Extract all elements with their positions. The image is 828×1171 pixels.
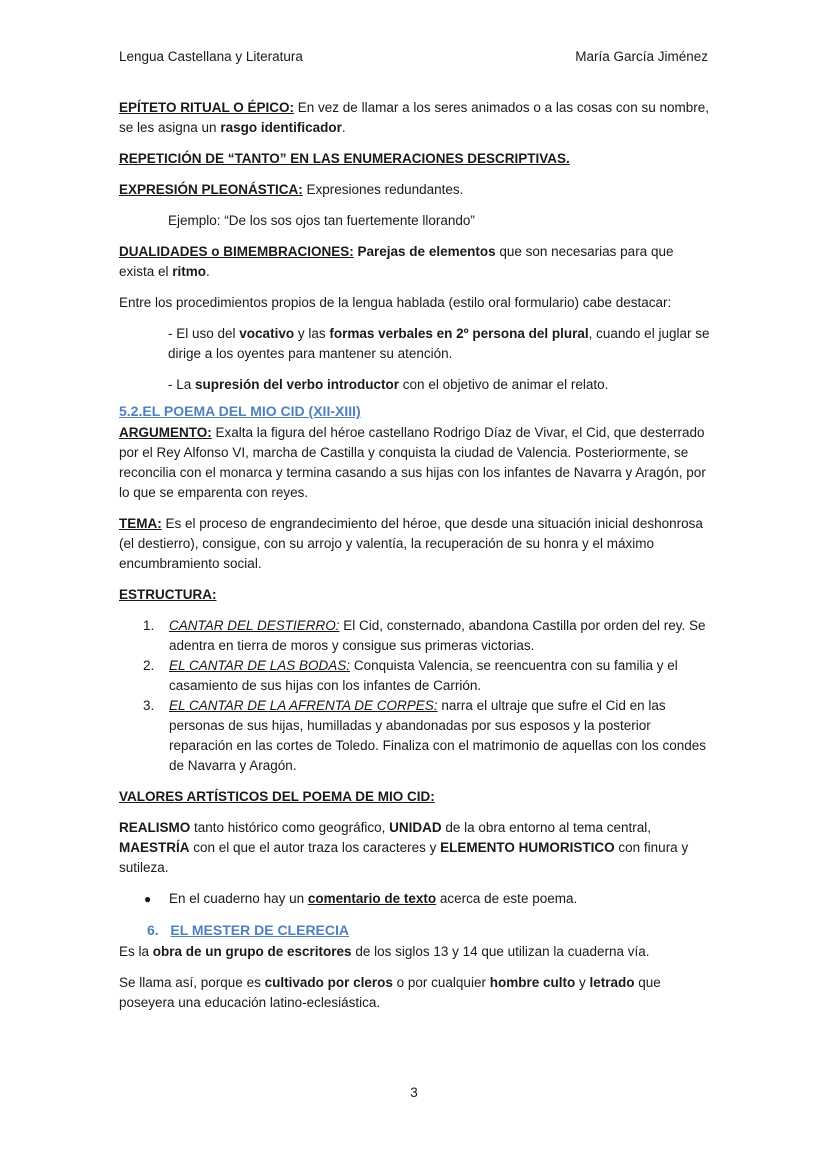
list-item	[119, 616, 711, 656]
mester-paragraph-2	[119, 973, 711, 1013]
argumento-text: Exalta la figura del héroe castellano Rodrigo Díaz de Vivar, el Cid, que desterrado por el Rey Alfonso VI, marcha de Castilla y conquista la ciudad de Valencia. Posteriormente, se reconcilia con el monarca y termina casando a sus hijas con los infantes de Navarra y Aragón, por lo que se emparenta con reyes.	[119, 425, 706, 500]
mester-paragraph-1	[119, 942, 711, 962]
valores-t3: con el que el autor traza los caracteres y	[189, 840, 441, 855]
list-number: 2.	[143, 658, 155, 673]
oral1-bold1: vocativo	[239, 326, 295, 341]
epiteto-paragraph	[119, 98, 711, 138]
cantar-title: CANTAR DEL DESTIERRO:	[169, 618, 340, 633]
section-6-title: EL MESTER DE CLERECIA	[170, 922, 350, 938]
oral1-text2: y las	[294, 326, 330, 341]
section-6-number: 6.	[147, 922, 159, 938]
argumento-paragraph	[119, 423, 711, 503]
mester1-text2: de los siglos 13 y 14 que utilizan la cuaderna vía.	[351, 944, 650, 959]
repeticion-paragraph	[119, 149, 711, 169]
estructura-list	[119, 616, 711, 776]
valores-b4: ELEMENTO HUMORISTICO	[440, 840, 615, 855]
mester2-bold3: letrado	[589, 975, 635, 990]
valores-paragraph	[119, 818, 711, 878]
mester2-text1: Se llama así, porque es	[119, 975, 265, 990]
oral2-text1: - La	[168, 377, 196, 392]
cantar-title: EL CANTAR DE LAS BODAS:	[169, 658, 351, 673]
list-item	[119, 889, 711, 909]
oral1-text1: - El uso del	[168, 326, 240, 341]
page-content	[119, 98, 711, 1024]
bullet-icon: ●	[144, 892, 152, 906]
header-subject: Lengua Castellana y Literatura	[119, 49, 303, 64]
oral-item-1	[168, 324, 711, 364]
epiteto-term: EPÍTETO RITUAL O ÉPICO:	[119, 100, 295, 115]
oral1-bold2: formas verbales en 2º persona del plural	[329, 326, 589, 341]
argumento-term: ARGUMENTO:	[119, 425, 212, 440]
list-item	[119, 696, 711, 776]
section-heading-5-2: 5.2.EL POEMA DEL MIO CID (XII-XIII)	[119, 403, 361, 419]
mester2-bold2: hombre culto	[489, 975, 576, 990]
valores-t2: de la obra entorno al tema central,	[441, 820, 652, 835]
dualidades-text1: que son necesarias para que exista el	[119, 244, 674, 279]
epiteto-text: En vez de llamar a los seres animados o a las cosas con su nombre, se les asigna un	[119, 100, 709, 135]
cantar-text: narra el ultraje que sufre el Cid en las personas de sus hijas, humilladas y abandonadas por sus esposos y la posterior reparación en las cortes de Toledo. Finaliza con el matrimonio de aquellas con los condes de Navarra y Aragón.	[169, 698, 707, 773]
valores-t4: con finura y sutileza.	[119, 840, 689, 875]
dualidades-term: DUALIDADES o BIMEMBRACIONES:	[119, 244, 354, 259]
repeticion-term: REPETICIÓN DE “TANTO” EN LAS ENUMERACIONES DESCRIPTIVAS.	[119, 151, 570, 166]
tema-paragraph	[119, 514, 711, 574]
mester1-text1: Es la	[119, 944, 153, 959]
mester2-text4: que poseyera una educación latino-eclesiástica.	[119, 975, 661, 1010]
list-number: 1.	[143, 618, 155, 633]
mester2-text3: y	[575, 975, 590, 990]
cantar-text: El Cid, consternado, abandona Castilla por orden del rey. Se adentra en tierra de moros y consigue sus primeras victorias.	[169, 618, 706, 653]
oral2-text2: con el objetivo de animar el relato.	[399, 377, 609, 392]
epiteto-end: .	[341, 120, 346, 135]
mester2-bold1: cultivado por cleros	[264, 975, 393, 990]
page-header	[119, 49, 708, 64]
estructura-heading	[119, 585, 711, 605]
bullet-text2: acerca de este poema.	[436, 891, 578, 906]
pleonastica-term: EXPRESIÓN PLEONÁSTICA:	[119, 182, 303, 197]
cantar-title: EL CANTAR DE LA AFRENTA DE CORPES:	[169, 698, 438, 713]
valores-b3: MAESTRÍA	[119, 840, 190, 855]
oral-intro: Entre los procedimientos propios de la lengua hablada (estilo oral formulario) cabe destacar:	[119, 295, 672, 310]
page-number: 3	[410, 1085, 418, 1100]
valores-heading	[119, 787, 711, 807]
oral2-bold1: supresión del verbo introductor	[195, 377, 400, 392]
tema-term: TEMA:	[119, 516, 162, 531]
bullet-text1: En el cuaderno hay un	[169, 891, 308, 906]
mester2-text2: o por cualquier	[392, 975, 490, 990]
bullet-list	[119, 889, 711, 909]
bullet-bold: comentario de texto	[307, 891, 437, 906]
section-heading-6	[147, 920, 711, 940]
dualidades-bold2: ritmo	[172, 264, 207, 279]
dualidades-bold1: Parejas de elementos	[357, 244, 496, 259]
pleonastica-text: Expresiones redundantes.	[302, 182, 464, 197]
tema-text: Es el proceso de engrandecimiento del héroe, que desde una situación inicial deshonrosa (el destierro), consigue, con su arrojo y valentía, la recuperación de su honra y el máximo encumbramiento social.	[119, 516, 703, 571]
valores-term: VALORES ARTÍSTICOS DEL POEMA DE MIO CID:	[119, 789, 435, 804]
header-author: María García Jiménez	[575, 49, 708, 64]
valores-b1: REALISMO	[119, 820, 191, 835]
cantar-text: Conquista Valencia, se reencuentra con su familia y el casamiento de sus hijas con los infantes de Carrión.	[169, 658, 678, 693]
pleonastica-example: Ejemplo: “De los sos ojos tan fuertemente llorando”	[168, 213, 475, 228]
oral-item-2	[168, 375, 711, 395]
mester1-bold: obra de un grupo de escritores	[152, 944, 352, 959]
pleonastica-paragraph	[119, 180, 711, 200]
dualidades-end: .	[206, 264, 210, 279]
oral1-text3: , cuando el juglar se dirige a los oyentes para mantener su atención.	[168, 326, 710, 361]
estructura-term: ESTRUCTURA:	[119, 587, 217, 602]
list-number: 3.	[143, 698, 155, 713]
valores-t1: tanto histórico como geográfico,	[190, 820, 390, 835]
epiteto-bold: rasgo identificador	[220, 120, 342, 135]
list-item	[119, 656, 711, 696]
valores-b2: UNIDAD	[389, 820, 442, 835]
dualidades-paragraph	[119, 242, 711, 282]
